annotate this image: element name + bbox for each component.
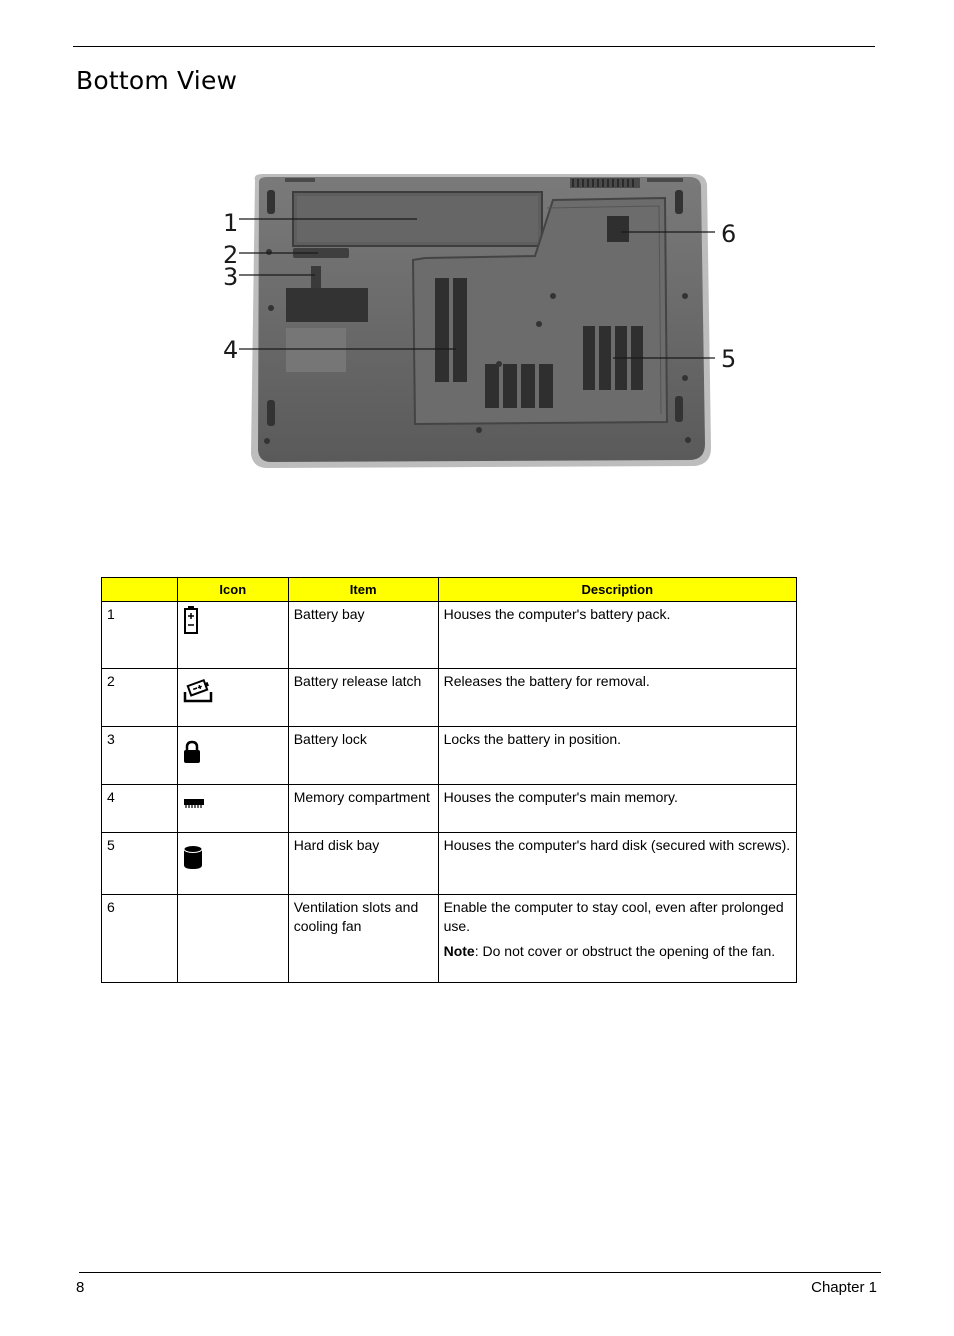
bottom-rule [79, 1272, 881, 1273]
row-number: 5 [102, 833, 178, 895]
row-item: Battery bay [288, 602, 438, 669]
callout-1: 1 [223, 209, 239, 237]
label-sticker [286, 328, 346, 372]
table-row [102, 602, 797, 669]
label-plate [286, 288, 368, 322]
callout-3: 3 [223, 263, 239, 291]
table-row [102, 727, 797, 785]
top-rule [73, 46, 875, 47]
battery-release-icon [183, 678, 213, 704]
row-note [444, 942, 791, 961]
row-item: Battery lock [288, 727, 438, 785]
row-item: Battery release latch [288, 669, 438, 727]
callout-2: 2 [223, 241, 239, 269]
row-number: 3 [102, 727, 178, 785]
header-item: Item [288, 578, 438, 602]
row-item: Ventilation slots and cooling fan [288, 895, 438, 983]
row-item: Memory compartment [288, 785, 438, 833]
row-item: Hard disk bay [288, 833, 438, 895]
row-description: Enable the computer to stay cool, even after prolonged use. [443, 899, 784, 934]
table-row [102, 833, 797, 895]
laptop-bottom-figure [215, 168, 745, 480]
component-table [101, 577, 797, 983]
note-label: Note [443, 943, 475, 959]
row-description: Locks the battery in position. [443, 731, 622, 747]
row-number: 2 [102, 669, 178, 727]
memory-icon [183, 796, 205, 808]
header-description: Description [438, 578, 796, 602]
table-header-row [102, 578, 797, 602]
header-icon: Icon [177, 578, 288, 602]
callout-5: 5 [721, 345, 737, 373]
row-number: 4 [102, 785, 178, 833]
row-description: Houses the computer's main memory. [443, 789, 678, 805]
chapter-label: Chapter 1 [811, 1279, 877, 1296]
hard-disk-icon [183, 844, 203, 870]
lock-icon [183, 740, 201, 764]
table-row [102, 669, 797, 727]
header-number [102, 578, 178, 602]
row-description: Releases the battery for removal. [443, 673, 650, 689]
table-row [102, 785, 797, 833]
page-number: 8 [76, 1279, 85, 1296]
table-row [102, 895, 797, 983]
callout-4: 4 [223, 336, 239, 364]
row-number: 6 [102, 895, 178, 983]
page-title: Bottom View [76, 66, 238, 95]
battery-icon [183, 605, 199, 635]
note-text: : Do not cover or obstruct the opening of the fan. [474, 943, 776, 959]
row-description: Houses the computer's battery pack. [443, 606, 671, 622]
callout-6: 6 [721, 220, 737, 248]
row-description: Houses the computer's hard disk (secured with screws). [443, 837, 791, 853]
fan-vent [607, 216, 629, 242]
row-icon-empty [177, 895, 288, 983]
row-number: 1 [102, 602, 178, 669]
